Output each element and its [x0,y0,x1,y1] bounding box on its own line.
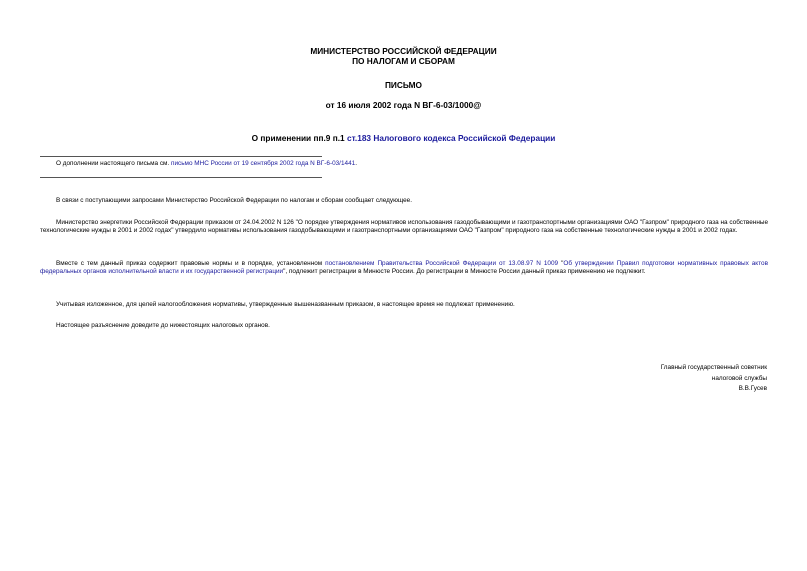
note-top-divider [40,156,322,157]
document-type: ПИСЬМО [384,80,423,90]
ministry-name-line1: МИНИСТЕРСТВО РОССИЙСКОЙ ФЕДЕРАЦИИ [310,46,497,56]
document-subject [0,133,807,143]
document-header [0,46,807,66]
paragraph-5 [40,322,768,330]
note-bottom-divider [40,177,322,178]
note-letter-link[interactable]: письмо МНС России от 19 сентября 2002 года N ВГ-6-03/1441 [171,160,356,167]
subject-code-link[interactable]: Налогового кодекса Российской Федерации [371,133,556,143]
subject-prefix: О применении пп.9 п.1 [251,133,347,143]
registration-rules-link[interactable]: Об утверждении Правил подготовки нормативных правовых актов федеральных органов исполнительной власти и их государственной регистрации [40,260,768,276]
paragraph-3 [40,260,768,276]
paragraph-5-text: Настоящее разъяснение доведите до нижестоящих налоговых органов. [56,322,270,329]
paragraph-3-text-end: ", подлежит регистрации в Минюсте России. До регистрации в Минюсте России данный приказ применению не подлежит. [283,268,646,276]
government-decree-link[interactable]: постановлением Правительства Российской Федерации от 13.08.97 N 1009 [325,260,559,267]
paragraph-1 [40,197,768,205]
ministry-name-line2: ПО НАЛОГАМ И СБОРАМ [352,56,455,66]
paragraph-1-text: В связи с поступающими запросами Министерство Российской Федерации по налогам и сборам сообщает следующее. [56,197,412,204]
signature-block [661,363,767,395]
paragraph-4-text: Учитывая изложенное, для целей налогообложения нормативы, утвержденные вышеназванным приказом, в настоящее время не подлежат применению. [56,301,515,308]
signer-name: В.В.Гусев [738,385,767,392]
document-date-number: от 16 июля 2002 года N ВГ-6-03/1000@ [325,100,482,110]
subject-article-link[interactable]: ст.183 [346,133,372,143]
signer-title-line1: Главный государственный советник [660,364,767,371]
paragraph-2 [40,219,768,235]
amendment-note [56,160,357,168]
note-prefix: О дополнении настоящего письма см. [56,160,171,167]
signer-title-line2: налоговой службы [711,374,767,382]
paragraph-3-text-start: Вместе с тем данный приказ содержит правовые нормы и в порядке, установленном [56,260,326,267]
paragraph-2-text: Министерство энергетики Российской Федерации приказом от 24.04.2002 N 126 "О порядке утверждения нормативов использования газодобывающими и газотранспортными организациями ОАО "Газпром" природного газа на собственные технологические нужды в 2001 и 2002 годах" утвердило нормативы использования газодобывающими и газотранспортными организациями ОАО "Газпром" природного газа на собственные технологические нужды в 2001 и 2002 годах. [40,219,768,235]
paragraph-3-quote-open: " [558,260,564,267]
note-suffix: . [355,160,357,167]
paragraph-4 [40,301,768,309]
